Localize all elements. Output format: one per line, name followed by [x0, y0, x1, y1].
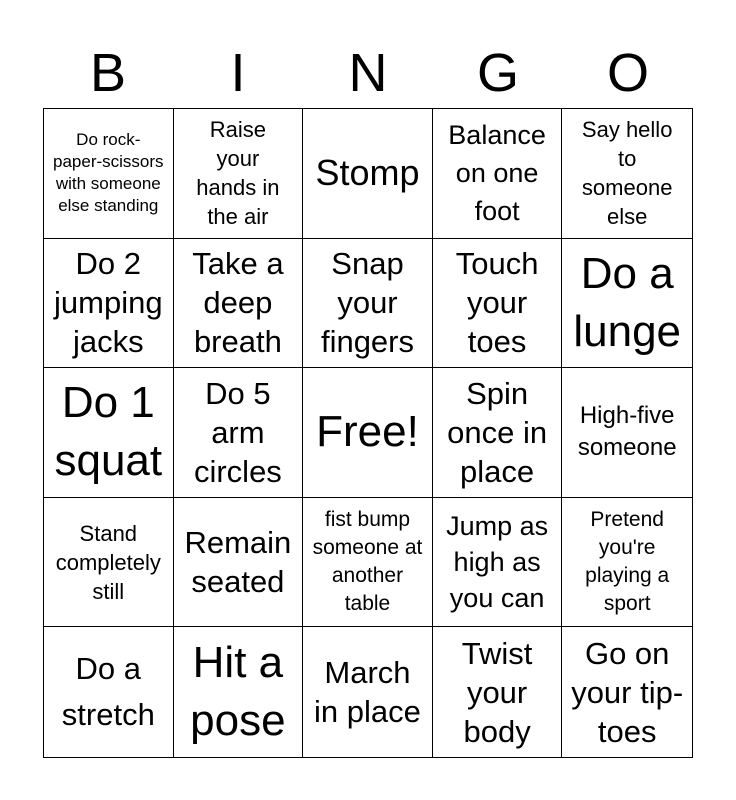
cell-text: Hit a pose [190, 638, 286, 746]
bingo-header [43, 38, 693, 108]
cell-text: Pretend you're playing a sport [585, 508, 670, 616]
cell-text: Do 1 squat [54, 378, 163, 486]
bingo-cell[interactable] [562, 627, 692, 757]
bingo-cell[interactable] [562, 239, 692, 369]
bingo-cell[interactable] [562, 498, 692, 628]
bingo-cell[interactable] [44, 627, 174, 757]
bingo-cell[interactable] [303, 239, 433, 369]
header-letter-b: B [89, 43, 127, 103]
cell-text: Say hello to someone else [581, 117, 673, 230]
bingo-board [43, 108, 693, 758]
cell-text: Jump as high as you can [446, 511, 549, 614]
cell-text: High-five someone [577, 402, 677, 462]
cell-text: fist bump someone at another table [312, 508, 423, 616]
cell-text: Spin once in place [447, 375, 548, 489]
bingo-cell[interactable] [174, 627, 304, 757]
bingo-cell[interactable] [174, 368, 304, 498]
bingo-cell[interactable] [433, 239, 563, 369]
cell-text: Twist your body [461, 635, 533, 749]
cell-text: Remain seated [184, 525, 292, 600]
bingo-cell[interactable] [433, 109, 563, 239]
bingo-cell[interactable] [433, 368, 563, 498]
cell-text: Do a lunge [573, 248, 682, 356]
cell-text: Go on your tip-toes [571, 635, 684, 749]
cell-text: Stand completely still [55, 520, 161, 604]
bingo-cell[interactable] [44, 239, 174, 369]
cell-text: Snap your fingers [320, 246, 414, 360]
bingo-cell[interactable] [562, 109, 692, 239]
bingo-cell[interactable] [303, 109, 433, 239]
cell-text: Stomp [315, 152, 420, 194]
cell-text: Do 5 arm circles [193, 375, 282, 489]
bingo-cell[interactable] [44, 368, 174, 498]
bingo-cell[interactable] [44, 109, 174, 239]
bingo-cell[interactable] [174, 109, 304, 239]
bingo-cell[interactable] [174, 239, 304, 369]
bingo-cell[interactable] [174, 498, 304, 628]
cell-text: Take a deep breath [192, 246, 284, 360]
bingo-cell[interactable] [562, 368, 692, 498]
header-letter-g: G [476, 43, 519, 103]
bingo-cell[interactable] [44, 498, 174, 628]
bingo-cell[interactable] [433, 627, 563, 757]
cell-text: March in place [314, 655, 421, 730]
header-letter-i: I [230, 43, 246, 103]
cell-text: Touch your toes [455, 246, 539, 360]
cell-text: Raise your hands in the air [196, 117, 280, 230]
cell-text: Balance on one foot [448, 120, 546, 227]
cell-text: Do rock-paper-scissors with someone else standing [53, 130, 164, 216]
cell-text: Free! [316, 407, 419, 457]
bingo-cell[interactable] [303, 498, 433, 628]
bingo-cell[interactable] [303, 627, 433, 757]
bingo-cell[interactable] [433, 498, 563, 628]
bingo-cell[interactable] [303, 368, 433, 498]
header-letter-o: O [606, 43, 649, 103]
cell-text: Do a stretch [61, 651, 155, 733]
header-letter-n: N [348, 43, 388, 103]
cell-text: Do 2 jumping jacks [54, 246, 163, 360]
